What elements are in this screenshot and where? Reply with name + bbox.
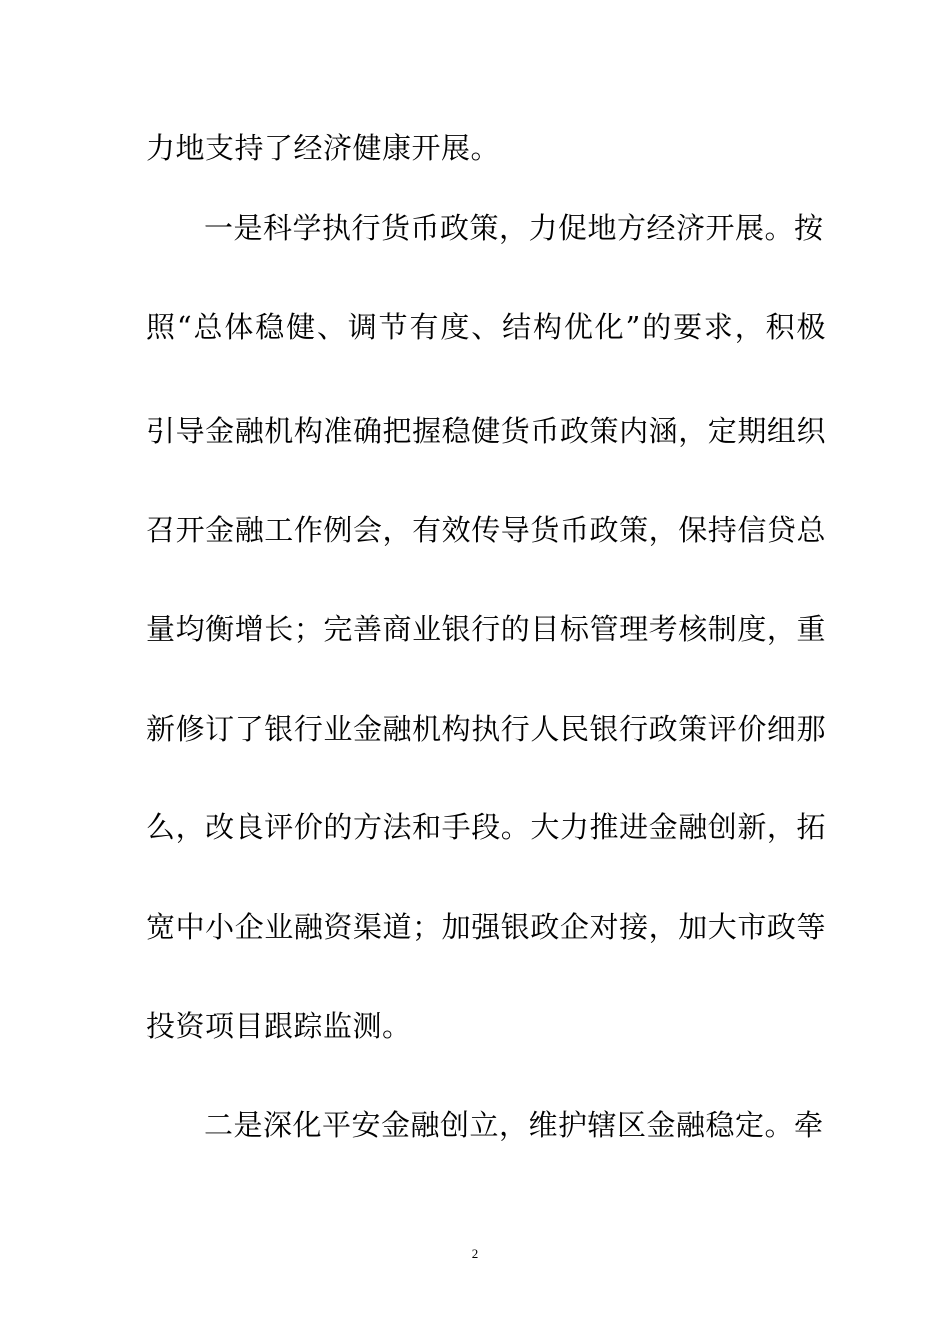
text-line: 宽中小企业融资渠道；加强银政企对接，加大市政等 [146,910,826,944]
text-line: 照“总体稳健、调节有度、结构优化”的要求，积极 [146,310,826,344]
text-line: 新修订了银行业金融机构执行人民银行政策评价细那 [146,712,826,746]
paragraph-start-line: 二是深化平安金融创立，维护辖区金融稳定。牵 [204,1108,824,1142]
text-line: 力地支持了经济健康开展。 [146,131,501,165]
page-number: 2 [471,1246,479,1261]
paragraph-start-line: 一是科学执行货币政策，力促地方经济开展。按 [204,211,824,245]
text-line: 引导金融机构准确把握稳健货币政策内涵，定期组织 [146,414,826,448]
text-line: 召开金融工作例会，有效传导货币政策，保持信贷总 [146,513,826,547]
text-line: 量均衡增长；完善商业银行的目标管理考核制度，重 [146,612,826,646]
text-line: 么，改良评价的方法和手段。大力推进金融创新，拓 [146,810,826,844]
text-line: 投资项目跟踪监测。 [146,1009,412,1043]
